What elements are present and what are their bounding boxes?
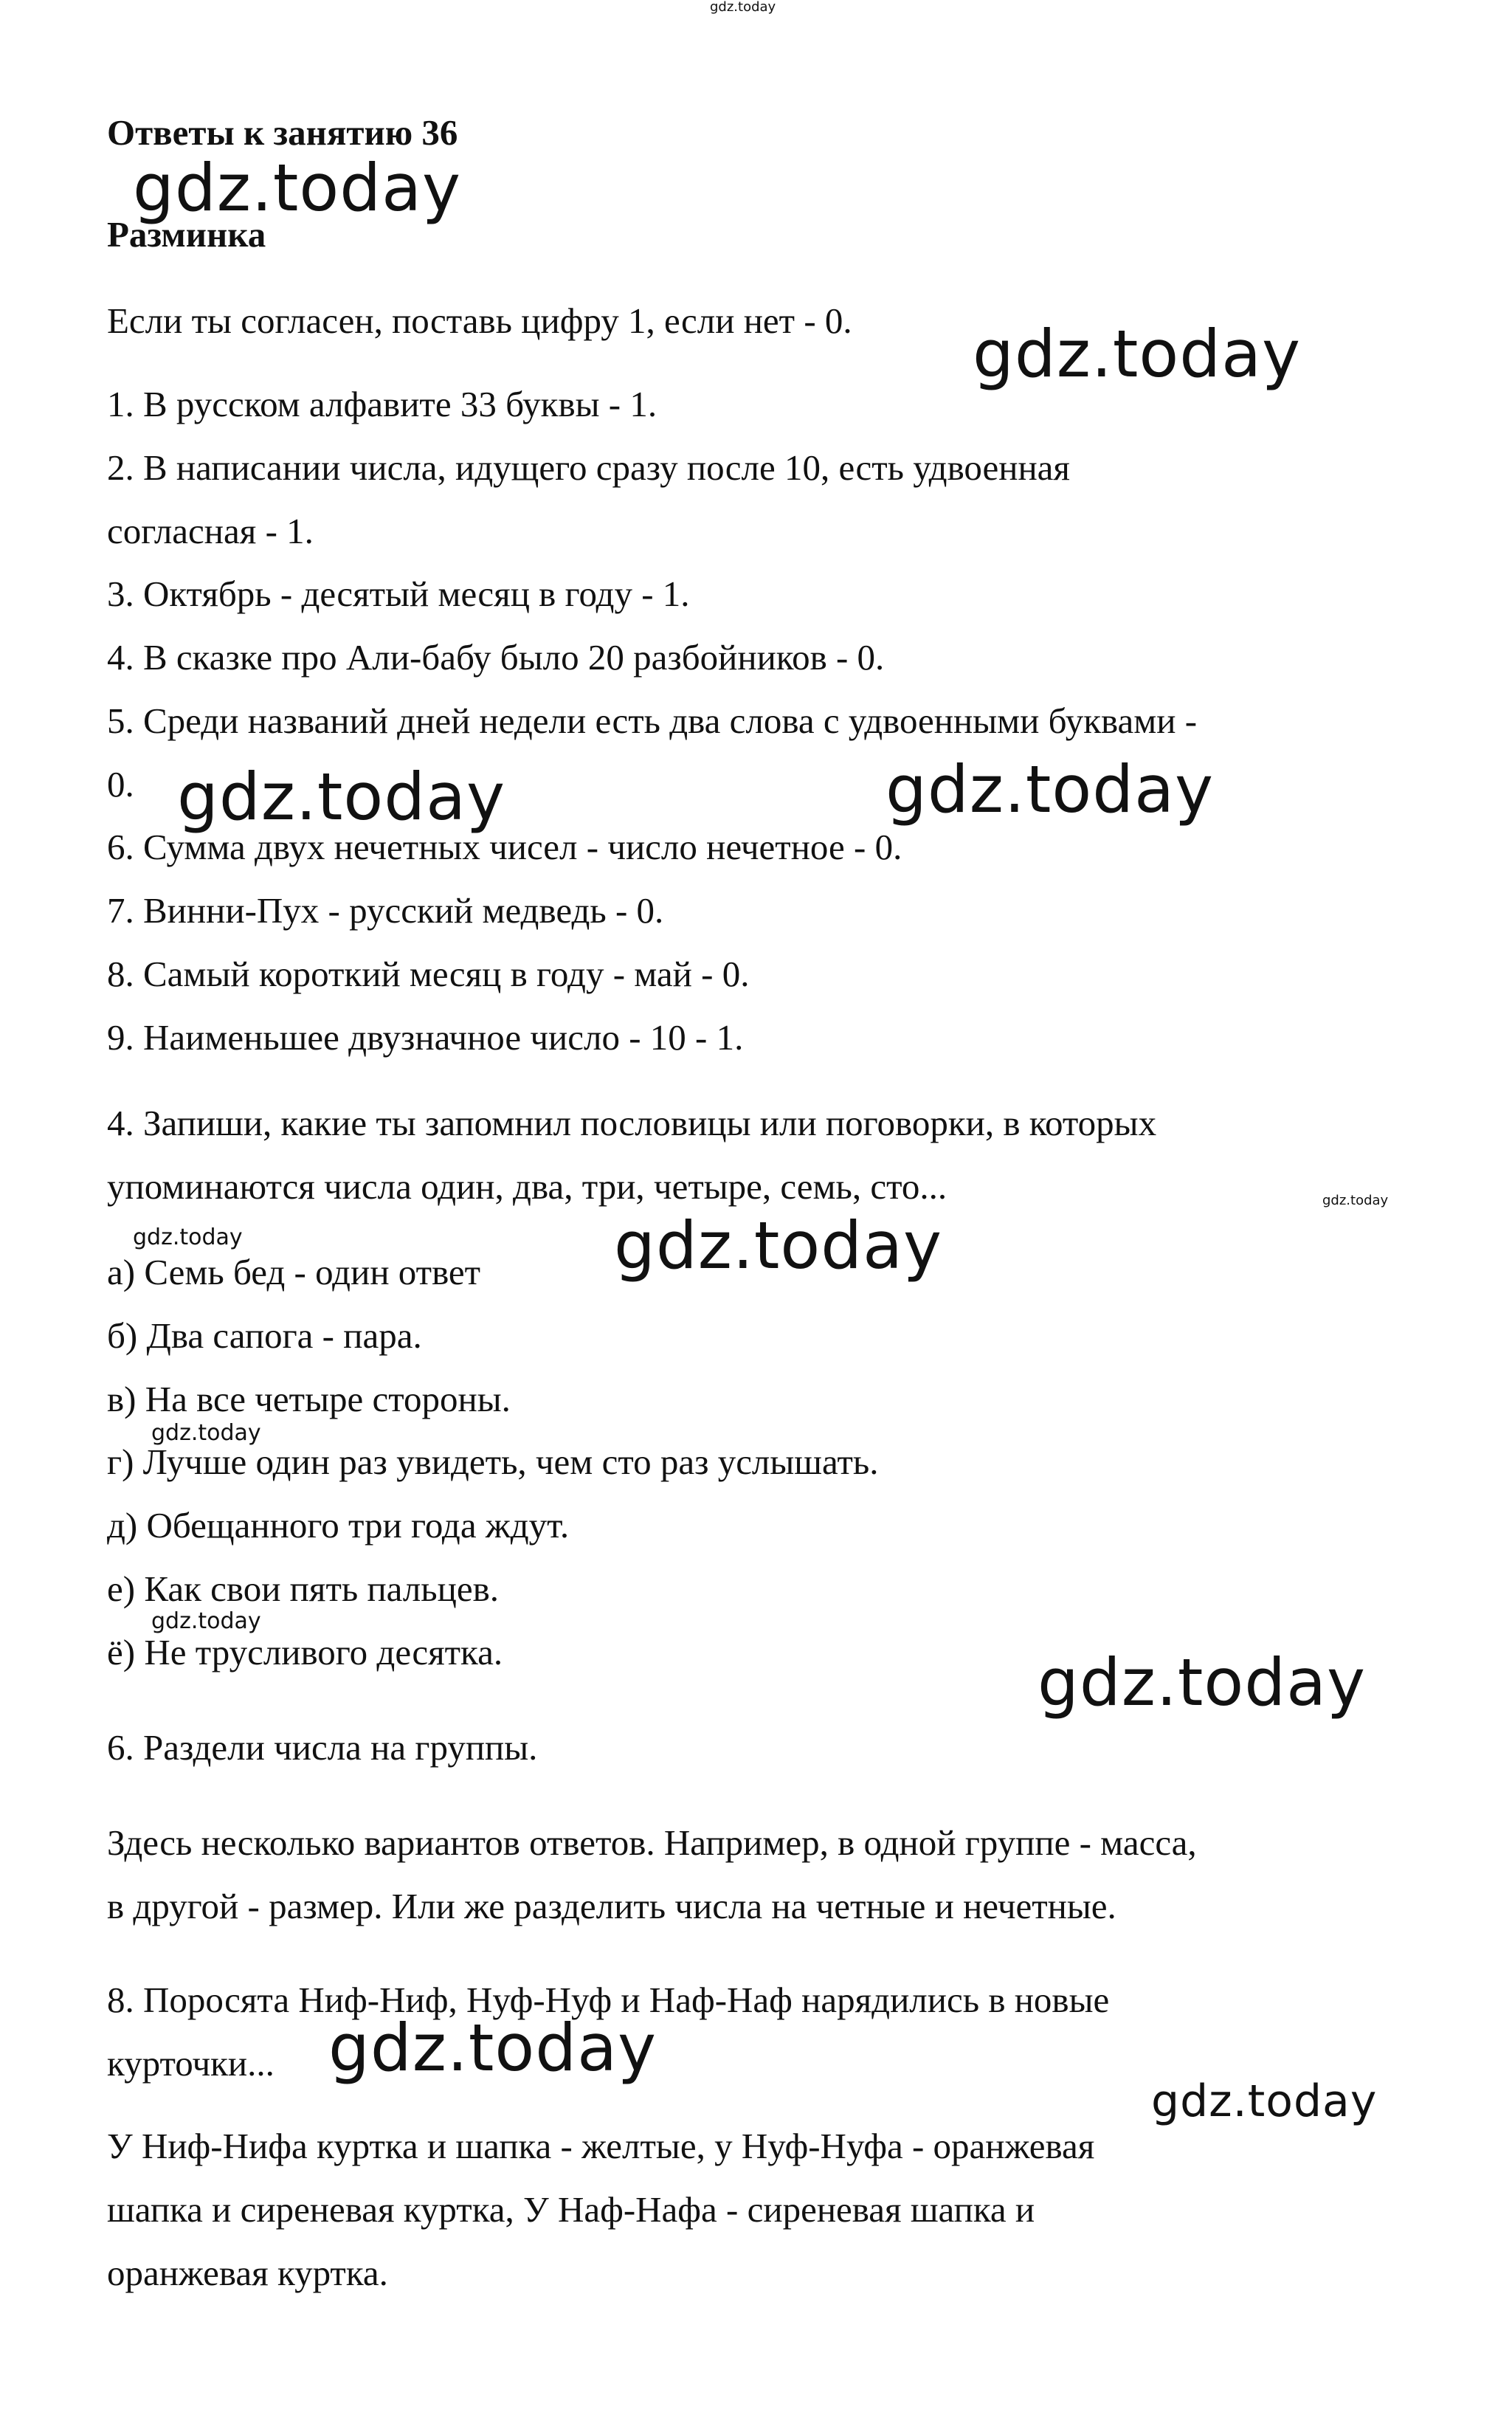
task4-prompt: упоминаются числа один, два, три, четыре, семь, сто... xyxy=(107,1166,947,1207)
warmup-item: 4. В сказке про Али-бабу было 20 разбойников - 0. xyxy=(107,637,885,678)
watermark: gdz.today xyxy=(177,759,506,835)
task8-prompt: курточки... xyxy=(107,2043,275,2084)
watermark: gdz.today xyxy=(886,751,1215,827)
warmup-item: 5. Среди названий дней недели есть два слова с удвоенными буквами - xyxy=(107,700,1198,741)
warmup-item: согласная - 1. xyxy=(107,511,314,551)
proverb-item: д) Обещанного три года ждут. xyxy=(107,1505,570,1546)
task6-prompt: 6. Раздели числа на группы. xyxy=(107,1727,538,1768)
watermark: gdz.today xyxy=(1151,2075,1378,2127)
proverb-item: а) Семь бед - один ответ xyxy=(107,1252,481,1292)
proverb-item: г) Лучше один раз увидеть, чем сто раз услышать. xyxy=(107,1441,879,1482)
task8-answer: оранжевая куртка. xyxy=(107,2253,388,2293)
watermark: gdz.today xyxy=(973,316,1302,392)
watermark: gdz.today xyxy=(614,1208,943,1284)
warmup-intro: Если ты согласен, поставь цифру 1, если нет - 0. xyxy=(107,300,852,341)
task8-answer: шапка и сиреневая куртка, У Наф-Нафа - сиреневая шапка и xyxy=(107,2189,1035,2230)
task6-answer: Здесь несколько вариантов ответов. Например, в одной группе - масса, xyxy=(107,1822,1197,1863)
watermark-top: gdz.today xyxy=(710,0,776,15)
watermark: gdz.today xyxy=(1322,1193,1389,1208)
watermark: gdz.today xyxy=(328,2010,657,2086)
warmup-item: 3. Октябрь - десятый месяц в году - 1. xyxy=(107,573,690,614)
proverb-item: в) На все четыре стороны. xyxy=(107,1379,511,1419)
proverb-item: е) Как свои пять пальцев. xyxy=(107,1568,500,1609)
task8-answer: У Ниф-Нифа куртка и шапка - желтые, у Нуф-Нуфа - оранжевая xyxy=(107,2126,1095,2166)
proverb-item: б) Два сапога - пара. xyxy=(107,1315,422,1356)
task8-prompt: 8. Поросята Ниф-Ниф, Нуф-Нуф и Наф-Наф нарядились в новые xyxy=(107,1980,1110,2020)
warmup-item: 0. xyxy=(107,764,134,805)
warmup-item: 8. Самый короткий месяц в году - май - 0. xyxy=(107,954,750,994)
task4-prompt: 4. Запиши, какие ты запомнил пословицы или поговорки, в которых xyxy=(107,1103,1157,1143)
warmup-item: 9. Наименьшее двузначное число - 10 - 1. xyxy=(107,1017,744,1058)
warmup-item: 6. Сумма двух нечетных чисел - число нечетное - 0. xyxy=(107,827,902,867)
page-title: Ответы к занятию 36 xyxy=(107,112,458,153)
section-title: Разминка xyxy=(107,214,266,255)
watermark: gdz.today xyxy=(133,1224,243,1250)
watermark: gdz.today xyxy=(151,1608,261,1634)
task6-answer: в другой - размер. Или же разделить числа на четные и нечетные. xyxy=(107,1886,1116,1926)
watermark: gdz.today xyxy=(151,1420,261,1446)
watermark: gdz.today xyxy=(1038,1644,1367,1720)
warmup-item: 1. В русском алфавите 33 буквы - 1. xyxy=(107,384,657,424)
watermark: gdz.today xyxy=(133,150,462,226)
proverb-item: ё) Не трусливого десятка. xyxy=(107,1632,503,1672)
warmup-item: 2. В написании числа, идущего сразу после 10, есть удвоенная xyxy=(107,447,1070,488)
warmup-item: 7. Винни-Пух - русский медведь - 0. xyxy=(107,890,664,931)
